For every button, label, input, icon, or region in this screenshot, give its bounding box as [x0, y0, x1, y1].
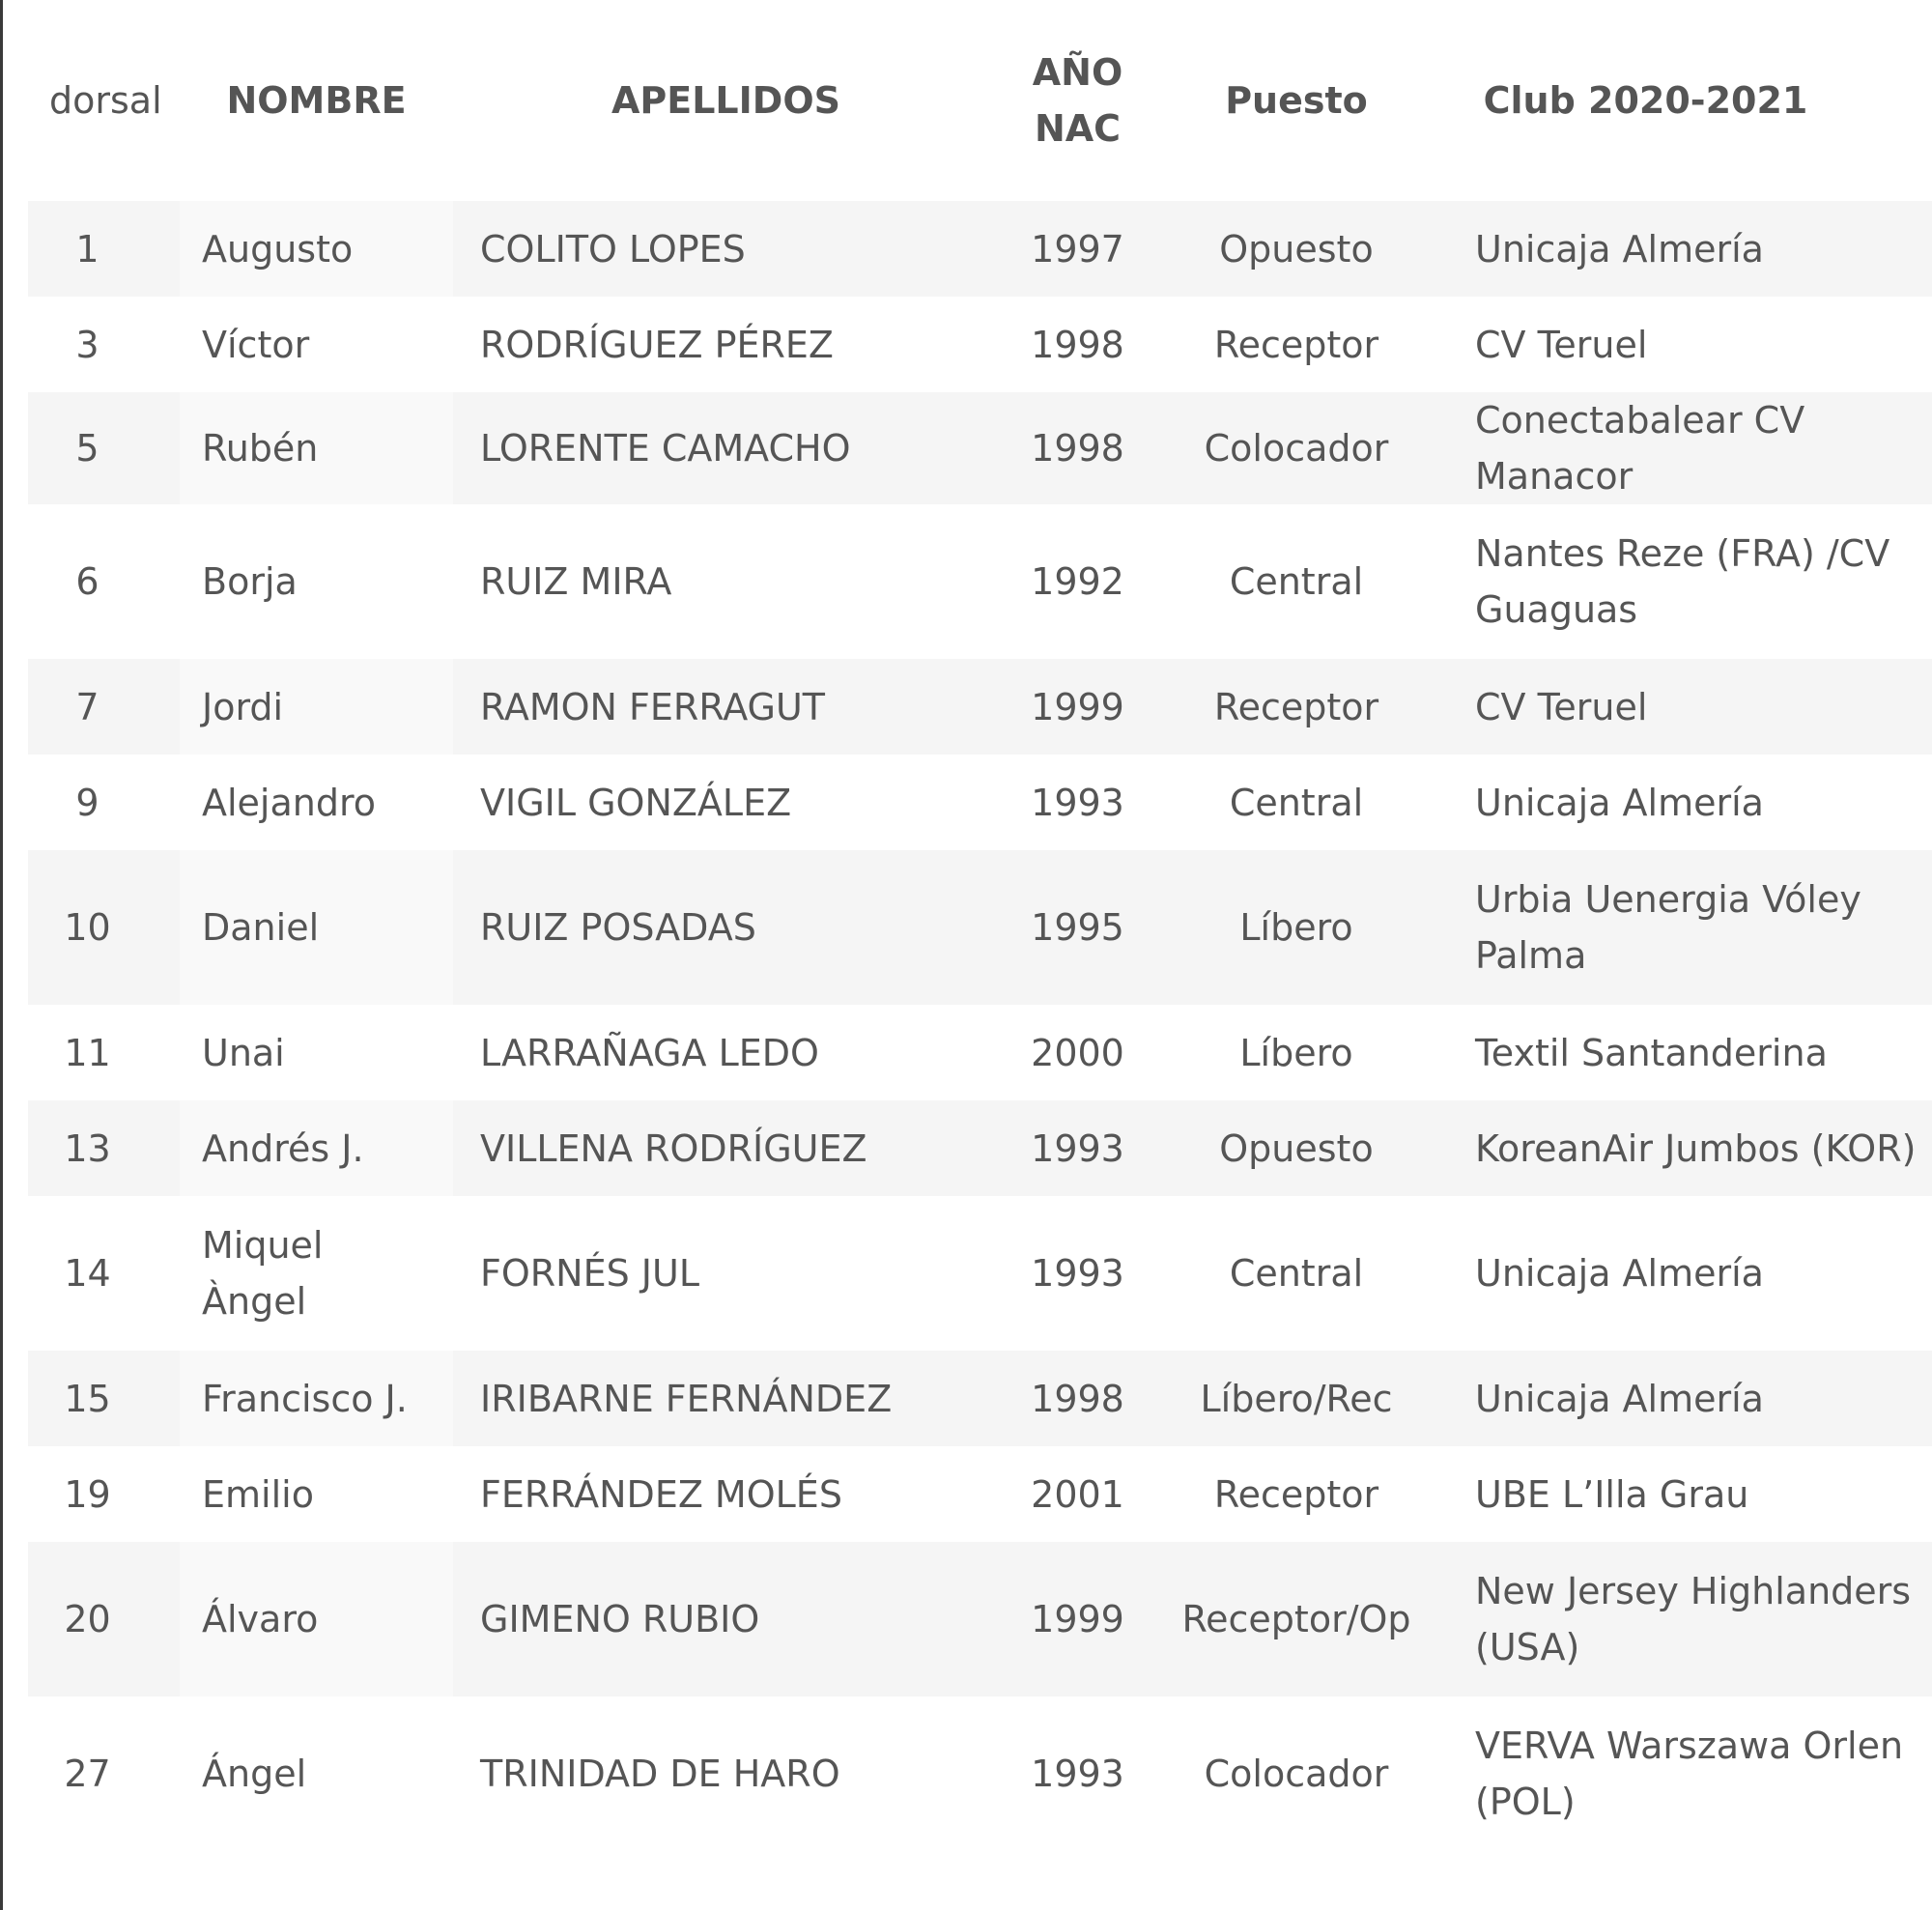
cell-nombre-text: Borja	[202, 560, 298, 603]
cell-puesto	[1156, 850, 1436, 1005]
cell-dorsal	[28, 755, 180, 850]
cell-club	[1436, 850, 1932, 1005]
cell-puesto-text: Central	[1229, 560, 1364, 603]
cell-dorsal	[28, 201, 180, 297]
cell-ano-nac	[999, 504, 1156, 659]
cell-nombre-text: Jordi	[202, 685, 284, 728]
cell-puesto-text: Colocador	[1204, 1753, 1389, 1795]
cell-dorsal-text: 14	[64, 1252, 111, 1295]
table-row	[28, 1696, 1932, 1851]
cell-puesto-text: Líbero	[1239, 906, 1353, 949]
cell-dorsal-text: 3	[75, 323, 99, 366]
cell-puesto	[1156, 1100, 1436, 1196]
cell-apellidos	[453, 1196, 999, 1351]
cell-dorsal	[28, 1196, 180, 1351]
cell-puesto	[1156, 755, 1436, 850]
cell-nombre	[180, 1100, 453, 1196]
cell-puesto-text: Colocador	[1204, 427, 1389, 470]
header-puesto: Puesto	[1225, 79, 1368, 122]
cell-nombre-text: Daniel	[202, 906, 320, 949]
cell-club-text: Unicaja Almería	[1475, 781, 1764, 824]
cell-club-text: VERVA Warszawa Orlen (POL)	[1475, 1725, 1904, 1823]
cell-apellidos-text: FERRÁNDEZ MOLÉS	[480, 1472, 842, 1516]
cell-apellidos	[453, 1005, 999, 1100]
cell-puesto-text: Receptor	[1213, 685, 1379, 728]
cell-dorsal-text: 7	[75, 685, 99, 728]
cell-club	[1436, 1542, 1932, 1696]
cell-club	[1436, 755, 1932, 850]
cell-nombre	[180, 1196, 453, 1351]
cell-club-text: Nantes Reze (FRA) /CV Guaguas	[1475, 532, 1890, 631]
header-row	[28, 0, 1932, 201]
cell-apellidos-text: VIGIL GONZÁLEZ	[480, 781, 792, 824]
cell-apellidos-text: RUIZ MIRA	[480, 560, 672, 603]
cell-club	[1436, 1005, 1932, 1100]
header-apellidos: APELLIDOS	[611, 79, 840, 122]
table-row	[28, 659, 1932, 755]
cell-ano-nac-text: 1993	[1031, 1753, 1124, 1795]
cell-club-text: Urbia Uenergia Vóley Palma	[1475, 878, 1861, 977]
cell-apellidos-text: IRIBARNE FERNÁNDEZ	[480, 1377, 893, 1420]
cell-dorsal-text: 13	[64, 1126, 111, 1170]
table-row	[28, 297, 1932, 392]
cell-nombre	[180, 1351, 453, 1446]
cell-ano-nac-text: 2000	[1031, 1031, 1124, 1074]
cell-club	[1436, 1196, 1932, 1351]
cell-ano-nac	[999, 1446, 1156, 1542]
cell-club-text: Unicaja Almería	[1475, 1377, 1764, 1420]
cell-puesto-text: Receptor	[1213, 1472, 1379, 1516]
cell-ano-nac-text: 1993	[1031, 1126, 1124, 1170]
cell-nombre-text: Rubén	[202, 427, 319, 470]
table-row	[28, 504, 1932, 659]
cell-nombre	[180, 1542, 453, 1696]
cell-nombre	[180, 392, 453, 504]
cell-club-text: Unicaja Almería	[1475, 227, 1764, 271]
cell-ano-nac	[999, 201, 1156, 297]
table-row	[28, 1542, 1932, 1696]
cell-puesto-text: Central	[1229, 781, 1364, 824]
cell-dorsal	[28, 1446, 180, 1542]
table-row	[28, 1196, 1932, 1351]
cell-dorsal	[28, 504, 180, 659]
header-ano-line1: AÑO	[1032, 51, 1123, 94]
cell-nombre-text: Unai	[202, 1031, 285, 1074]
cell-nombre	[180, 297, 453, 392]
cell-club	[1436, 392, 1932, 504]
table-row	[28, 850, 1932, 1005]
cell-apellidos	[453, 297, 999, 392]
cell-ano-nac-text: 1993	[1031, 781, 1124, 824]
cell-apellidos	[453, 1446, 999, 1542]
header-ano-line2: NAC	[1034, 107, 1122, 150]
cell-nombre-text: Andrés J.	[202, 1126, 364, 1170]
cell-club-text: KoreanAir Jumbos (KOR)	[1475, 1126, 1917, 1170]
cell-apellidos	[453, 392, 999, 504]
cell-nombre-text: Augusto	[202, 227, 354, 271]
table-row	[28, 1351, 1932, 1446]
cell-nombre	[180, 659, 453, 755]
cell-club	[1436, 1100, 1932, 1196]
cell-dorsal	[28, 850, 180, 1005]
cell-puesto-text: Opuesto	[1219, 1126, 1374, 1170]
cell-club	[1436, 297, 1932, 392]
cell-ano-nac	[999, 1196, 1156, 1351]
cell-club-text: CV Teruel	[1475, 685, 1648, 728]
cell-apellidos	[453, 659, 999, 755]
cell-puesto	[1156, 1542, 1436, 1696]
cell-dorsal	[28, 392, 180, 504]
header-ano-nac	[999, 0, 1156, 201]
cell-club-text: UBE L’Illa Grau	[1475, 1472, 1749, 1516]
cell-ano-nac-text: 1995	[1031, 906, 1124, 949]
roster-table	[28, 0, 1932, 1851]
cell-club	[1436, 1351, 1932, 1446]
cell-nombre-text: Ángel	[202, 1753, 307, 1795]
cell-dorsal-text: 5	[75, 427, 99, 470]
cell-dorsal-text: 15	[64, 1377, 111, 1420]
cell-nombre	[180, 850, 453, 1005]
cell-nombre	[180, 201, 453, 297]
cell-puesto-text: Receptor	[1213, 323, 1379, 366]
cell-ano-nac	[999, 755, 1156, 850]
table-row	[28, 1100, 1932, 1196]
cell-dorsal-text: 11	[64, 1031, 111, 1074]
header-dorsal: dorsal	[49, 79, 162, 122]
cell-puesto	[1156, 1005, 1436, 1100]
cell-puesto	[1156, 1196, 1436, 1351]
cell-apellidos	[453, 1351, 999, 1446]
cell-puesto	[1156, 1446, 1436, 1542]
table-row	[28, 201, 1932, 297]
cell-apellidos	[453, 201, 999, 297]
table-row	[28, 1005, 1932, 1100]
cell-dorsal	[28, 1100, 180, 1196]
cell-club-text: CV Teruel	[1475, 323, 1648, 366]
cell-dorsal-text: 1	[75, 227, 99, 271]
table-row	[28, 1446, 1932, 1542]
cell-club-text: New Jersey Highlanders (USA)	[1475, 1570, 1912, 1668]
cell-ano-nac	[999, 1100, 1156, 1196]
cell-apellidos-text: LARRAÑAGA LEDO	[480, 1031, 819, 1074]
cell-dorsal-text: 19	[64, 1472, 111, 1516]
page-left-border	[0, 0, 3, 1910]
cell-club-text: Unicaja Almería	[1475, 1252, 1764, 1295]
cell-nombre	[180, 755, 453, 850]
cell-apellidos-text: RODRÍGUEZ PÉREZ	[480, 323, 834, 366]
cell-puesto-text: Central	[1229, 1252, 1364, 1295]
cell-apellidos-text: RUIZ POSADAS	[480, 906, 756, 949]
cell-ano-nac-text: 2001	[1031, 1472, 1124, 1516]
cell-puesto-text: Opuesto	[1219, 227, 1374, 271]
cell-nombre	[180, 1005, 453, 1100]
cell-ano-nac	[999, 1696, 1156, 1851]
header-club: Club 2020-2021	[1483, 79, 1808, 122]
cell-puesto	[1156, 1696, 1436, 1851]
cell-puesto-text: Líbero/Rec	[1200, 1377, 1393, 1420]
cell-puesto	[1156, 392, 1436, 504]
cell-puesto-text: Receptor/Op	[1181, 1598, 1411, 1640]
cell-apellidos-text: FORNÉS JUL	[480, 1252, 699, 1295]
cell-club	[1436, 504, 1932, 659]
table-header	[28, 0, 1932, 201]
cell-apellidos	[453, 755, 999, 850]
cell-club	[1436, 1696, 1932, 1851]
cell-dorsal-text: 20	[64, 1598, 111, 1640]
table-row	[28, 392, 1932, 504]
cell-nombre	[180, 1696, 453, 1851]
cell-apellidos-text: VILLENA RODRÍGUEZ	[480, 1126, 867, 1170]
cell-ano-nac	[999, 659, 1156, 755]
cell-nombre-text: Alejandro	[202, 781, 377, 824]
cell-nombre-text: Álvaro	[202, 1598, 319, 1640]
cell-apellidos-text: TRINIDAD DE HARO	[480, 1753, 840, 1795]
cell-ano-nac	[999, 297, 1156, 392]
cell-dorsal-text: 6	[75, 560, 99, 603]
cell-ano-nac-text: 1992	[1031, 560, 1124, 603]
cell-dorsal-text: 27	[64, 1753, 111, 1795]
cell-dorsal-text: 10	[64, 906, 111, 949]
cell-apellidos	[453, 1100, 999, 1196]
cell-ano-nac-text: 1998	[1031, 323, 1124, 366]
cell-nombre-text: Miquel Àngel	[202, 1224, 324, 1323]
cell-apellidos	[453, 504, 999, 659]
cell-club	[1436, 659, 1932, 755]
cell-apellidos-text: GIMENO RUBIO	[480, 1598, 760, 1640]
cell-club-text: Textil Santanderina	[1475, 1031, 1828, 1074]
cell-apellidos-text: RAMON FERRAGUT	[480, 685, 825, 728]
cell-dorsal	[28, 297, 180, 392]
cell-dorsal	[28, 659, 180, 755]
cell-nombre-text: Víctor	[202, 323, 310, 366]
cell-club-text: Conectabalear CV Manacor	[1475, 399, 1805, 498]
cell-puesto	[1156, 659, 1436, 755]
cell-ano-nac-text: 1998	[1031, 427, 1124, 470]
cell-apellidos-text: LORENTE CAMACHO	[480, 427, 851, 470]
cell-ano-nac-text: 1997	[1031, 227, 1124, 271]
cell-dorsal	[28, 1005, 180, 1100]
cell-puesto-text: Líbero	[1239, 1031, 1353, 1074]
cell-puesto	[1156, 1351, 1436, 1446]
cell-dorsal	[28, 1351, 180, 1446]
cell-dorsal	[28, 1542, 180, 1696]
cell-puesto	[1156, 504, 1436, 659]
cell-apellidos	[453, 1542, 999, 1696]
cell-ano-nac	[999, 850, 1156, 1005]
cell-nombre	[180, 1446, 453, 1542]
cell-dorsal-text: 9	[75, 781, 99, 824]
cell-ano-nac-text: 1999	[1031, 1598, 1124, 1640]
cell-ano-nac	[999, 1542, 1156, 1696]
cell-club	[1436, 1446, 1932, 1542]
table-row	[28, 755, 1932, 850]
header-nombre: NOMBRE	[226, 79, 407, 122]
cell-nombre-text: Francisco J.	[202, 1377, 408, 1420]
cell-ano-nac-text: 1998	[1031, 1377, 1124, 1420]
cell-club	[1436, 201, 1932, 297]
cell-ano-nac-text: 1999	[1031, 685, 1124, 728]
cell-ano-nac	[999, 392, 1156, 504]
cell-ano-nac	[999, 1351, 1156, 1446]
cell-nombre-text: Emilio	[202, 1472, 314, 1516]
cell-ano-nac-text: 1993	[1031, 1252, 1124, 1295]
cell-puesto	[1156, 201, 1436, 297]
cell-apellidos-text: COLITO LOPES	[480, 227, 746, 271]
cell-nombre	[180, 504, 453, 659]
cell-ano-nac	[999, 1005, 1156, 1100]
table-body	[28, 201, 1932, 1851]
cell-apellidos	[453, 850, 999, 1005]
cell-puesto	[1156, 297, 1436, 392]
cell-dorsal	[28, 1696, 180, 1851]
cell-apellidos	[453, 1696, 999, 1851]
